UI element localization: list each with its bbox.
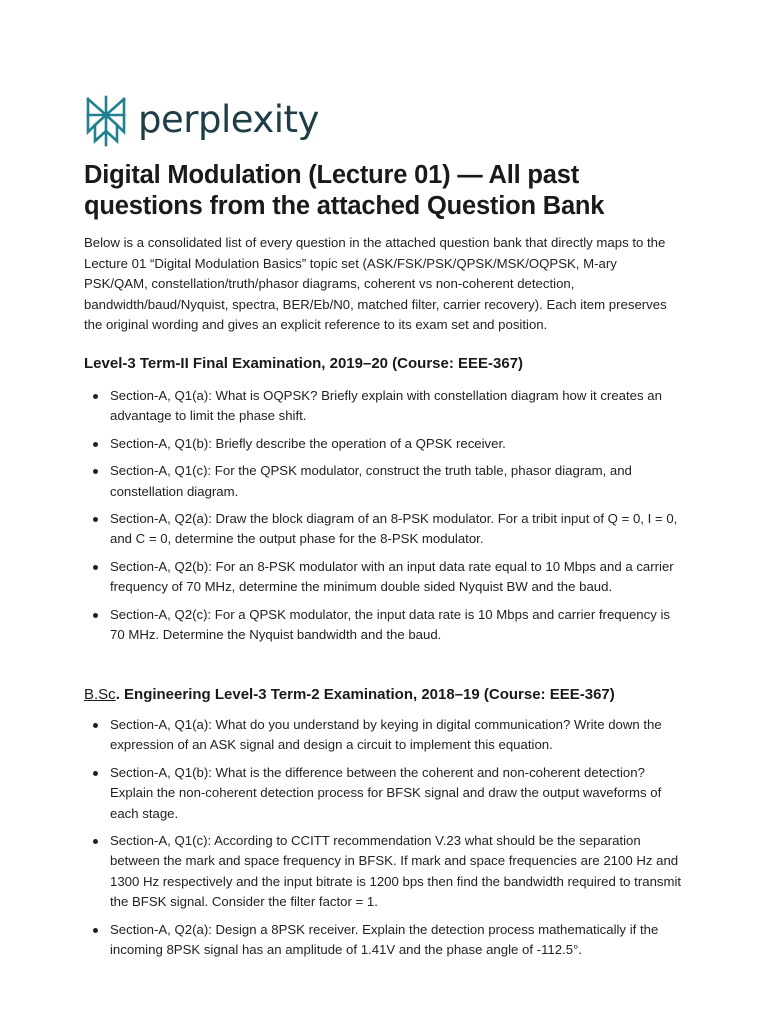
- list-item-text: Section-A, Q1(a): What do you understand by keying in digital communication? Write down the expression of an ASK signal and design a circuit to implement this equation.: [110, 717, 662, 753]
- list-item: [84, 557, 684, 598]
- bullet-icon: [93, 613, 98, 618]
- bullet-icon: [93, 394, 98, 399]
- bullet-icon: [93, 442, 98, 447]
- list-item: [84, 605, 684, 646]
- list-item-text: Section-A, Q2(a): Draw the block diagram of an 8-PSK modulator. For a tribit input of Q = 0, I = 0, and C = 0, determine the output phase for the 8-PSK modulator.: [110, 511, 678, 547]
- list-item: [84, 434, 684, 454]
- brand-name: perplexity: [138, 97, 319, 141]
- list-item: [84, 386, 684, 427]
- section-heading-text: . Engineering Level-3 Term-2 Examination, 2018–19 (Course: EEE-367): [115, 686, 615, 703]
- bsc-link[interactable]: B.Sc: [84, 686, 116, 703]
- list-item-text: Section-A, Q1(c): According to CCITT recommendation V.23 what should be the separation between the mark and space frequency in BFSK. If mark and space frequencies are 2100 Hz and 1300 Hz respectively and the input bitrate is 1200 bps then find the bandwidth required to transmit the BFSK signal. Consider the filter factor = 1.: [110, 833, 682, 910]
- list-item-text: Section-A, Q2(a): Design a 8PSK receiver. Explain the detection process mathematically if the incoming 8PSK signal has an amplitude of 1.41V and the phase angle of -112.5°.: [110, 921, 659, 958]
- intro-paragraph: Below is a consolidated list of every question in the attached question bank that directly maps to the Lecture 01 “Digital Modulation Basics” topic set (ASK/FSK/PSK/QPSK/MSK/OQPSK, M-ary PSK/QAM, constellation/truth/phasor diagrams, coherent vs non-coherent detection, bandwidth/baud/Nyquist, spectra, BER/Eb/N0, matched filter, carrier recovery). Each item preserves the original wording and gives an explicit reference to its exam set and position.: [84, 235, 667, 333]
- list-item: [84, 715, 684, 756]
- section-heading: [84, 685, 615, 705]
- bullet-icon: [93, 517, 98, 522]
- list-item-text: Section-A, Q2(c): For a QPSK modulator, the input data rate is 10 Mbps and carrier frequency is 70 MHz. Determine the Nyquist bandwidth and the baud.: [110, 606, 670, 643]
- list-item: [84, 509, 684, 550]
- list-item-text: Section-A, Q2(b): For an 8-PSK modulator with an input data rate equal to 10 Mbps and a carrier frequency of 70 MHz, determine the minimum double sided Nyquist BW and the baud.: [110, 558, 674, 595]
- bullet-icon: [93, 928, 98, 933]
- list-item-text: Section-A, Q1(b): What is the difference between the coherent and non-coherent detection? Explain the non-coherent detection process for BFSK signal and draw the output waveforms of each stage.: [110, 764, 662, 821]
- section-heading: Level-3 Term-II Final Examination, 2019–20 (Course: EEE-367): [84, 355, 524, 372]
- brand-logo: [84, 94, 319, 148]
- list-item: [84, 920, 684, 961]
- bullet-icon: [93, 469, 98, 474]
- list-item: [84, 831, 684, 913]
- page-title: Digital Modulation (Lecture 01) — All past questions from the attached Question Bank: [84, 161, 605, 220]
- list-item: [84, 763, 684, 824]
- list-item-text: Section-A, Q1(a): What is OQPSK? Briefly explain with constellation diagram how it creates an advantage to limit the phase shift.: [110, 388, 662, 424]
- bullet-icon: [93, 565, 98, 570]
- question-list: [84, 715, 684, 967]
- bullet-icon: [93, 723, 98, 728]
- bullet-icon: [93, 839, 98, 844]
- list-item-text: Section-A, Q1(b): Briefly describe the operation of a QPSK receiver.: [110, 435, 506, 451]
- bullet-icon: [93, 771, 98, 776]
- question-list: [84, 386, 684, 652]
- perplexity-logo-icon: [84, 94, 128, 148]
- list-item: [84, 461, 684, 502]
- list-item-text: Section-A, Q1(c): For the QPSK modulator, construct the truth table, phasor diagram, and constellation diagram.: [110, 463, 632, 499]
